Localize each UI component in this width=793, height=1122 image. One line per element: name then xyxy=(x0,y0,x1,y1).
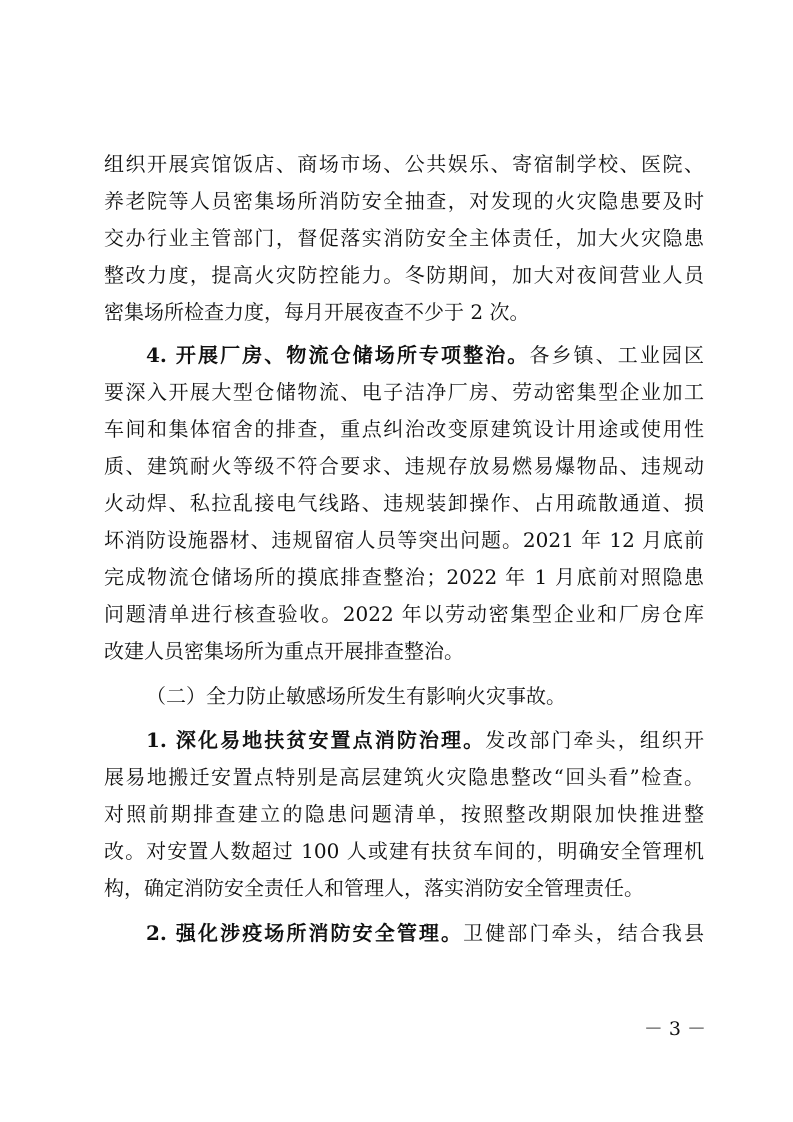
page-number: － 3 － xyxy=(643,1018,706,1040)
text-line: 问题清单进行核查验收。2022 年以劳动密集型企业和厂房仓库 xyxy=(104,602,704,626)
text-line: 改建人员密集场所为重点开展排查整治。 xyxy=(104,639,464,663)
text-line: 要深入开展大型仓储物流、电子洁净厂房、劳动密集型企业加工 xyxy=(104,380,704,404)
text-line: 完成物流仓储场所的摸底排查整治；2022 年 1 月底前对照隐患 xyxy=(104,565,704,589)
section-2-text: 卫健部门牵头，结合我县 xyxy=(463,921,704,945)
section-4-heading-line xyxy=(146,337,704,373)
subsection-heading: （二）全力防止敏感场所发生有影响火灾事故。 xyxy=(146,684,566,708)
section-4-text: 各乡镇、工业园区 xyxy=(529,343,704,367)
text-line: 展易地搬迁安置点特别是高层建筑火灾隐患整改“回头看”检查。 xyxy=(104,765,704,789)
section-4-heading: 4. 开展厂房、物流仓储场所专项整治。 xyxy=(146,343,530,367)
text-line: 构，确定消防安全责任人和管理人，落实消防安全管理责任。 xyxy=(104,876,644,900)
section-1-heading-line xyxy=(146,722,704,758)
text-line: 对照前期排查建立的隐患问题清单，按照整改期限加快推进整 xyxy=(104,802,704,826)
section-1-text: 发改部门牵头，组织开 xyxy=(485,728,704,752)
text-line: 坏消防设施器材、违规留宿人员等突出问题。2021 年 12 月底前 xyxy=(104,528,704,552)
section-1-heading: 1. 深化易地扶贫安置点消防治理。 xyxy=(146,728,486,752)
text-line: 改。对安置人数超过 100 人或建有扶贫车间的，明确安全管理机 xyxy=(104,839,704,863)
text-line: 车间和集体宿舍的排查，重点纠治改变原建筑设计用途或使用性 xyxy=(104,417,704,441)
text-line: 火动焊、私拉乱接电气线路、违规装卸操作、占用疏散通道、损 xyxy=(104,491,704,515)
text-line: 养老院等人员密集场所消防安全抽查，对发现的火灾隐患要及时 xyxy=(104,189,704,213)
text-line: 整改力度，提高火灾防控能力。冬防期间，加大对夜间营业人员 xyxy=(104,263,704,287)
text-line: 质、建筑耐火等级不符合要求、违规存放易燃易爆物品、违规动 xyxy=(104,454,704,478)
text-line: 交办行业主管部门，督促落实消防安全主体责任，加大火灾隐患 xyxy=(104,226,704,250)
text-line: 密集场所检查力度，每月开展夜查不少于 2 次。 xyxy=(104,300,530,324)
section-2-heading-line xyxy=(146,915,704,951)
text-line: 组织开展宾馆饭店、商场市场、公共娱乐、寄宿制学校、医院、 xyxy=(104,152,704,176)
section-2-heading: 2. 强化涉疫场所消防安全管理。 xyxy=(146,921,464,945)
